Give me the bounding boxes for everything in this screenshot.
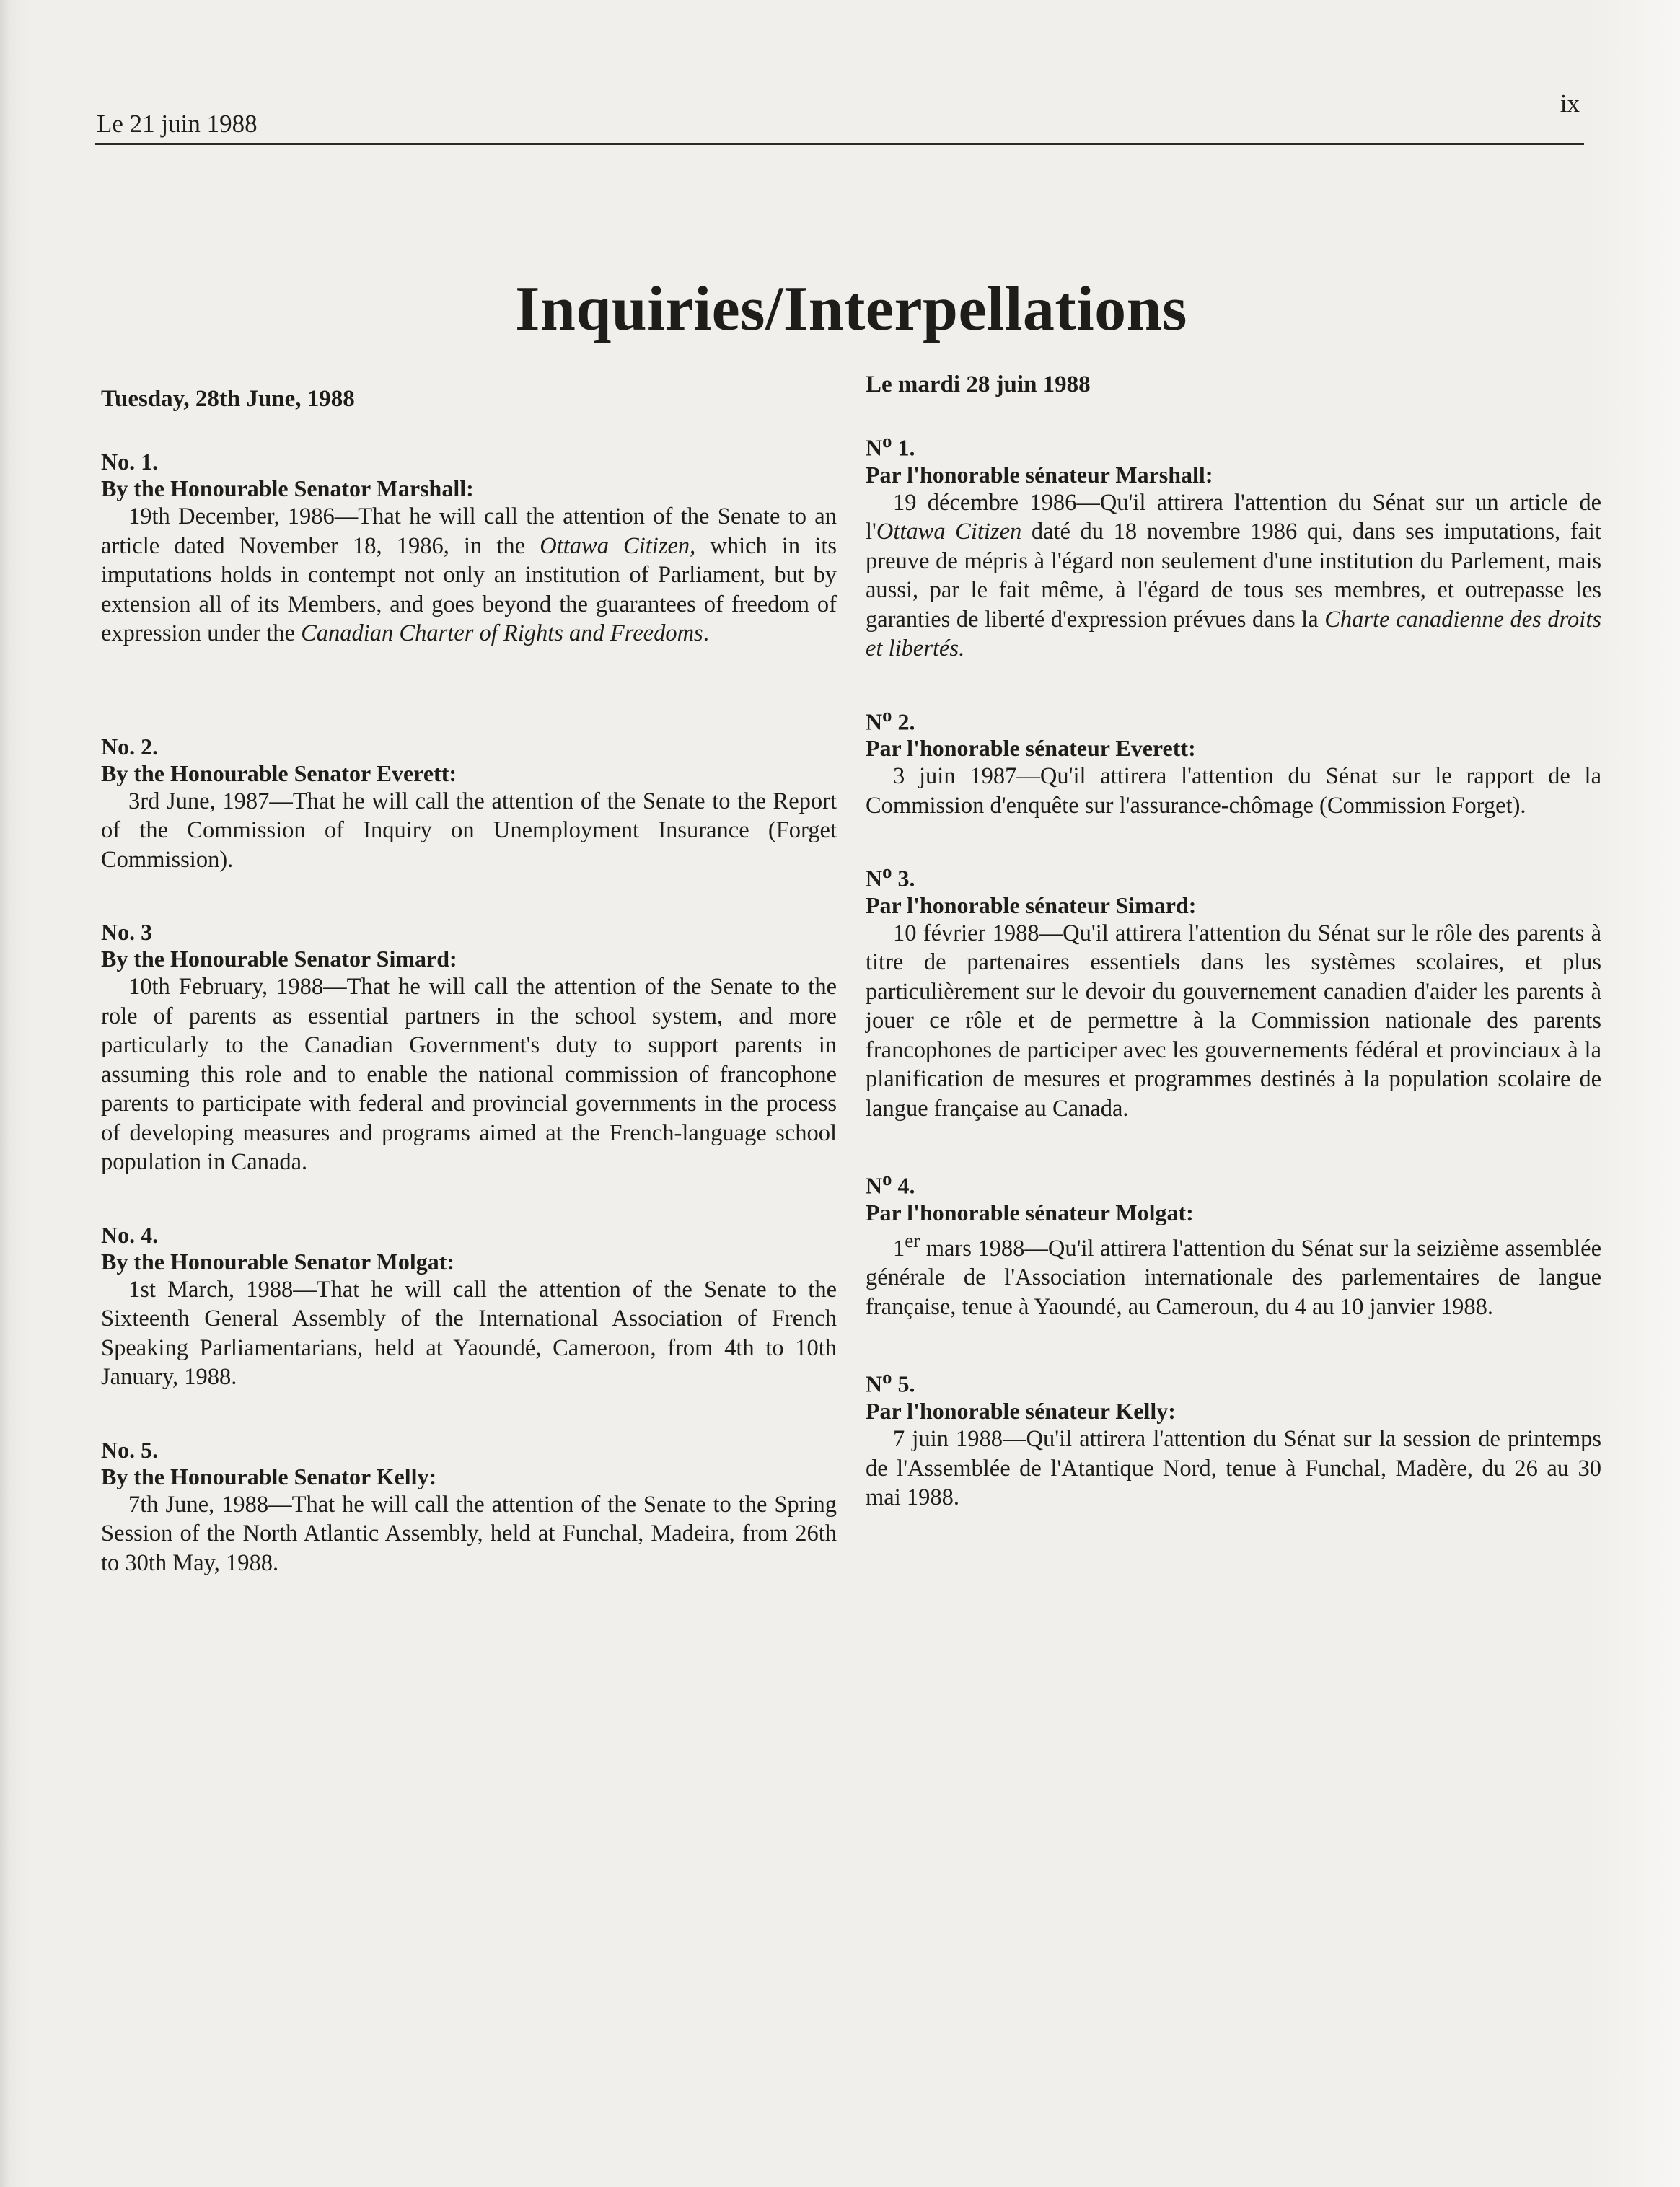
- inquiry-item: [866, 430, 1601, 664]
- running-header: [95, 89, 1584, 145]
- inquiry-sponsor: By the Honourable Senator Kelly:: [101, 1463, 437, 1489]
- english-column: [101, 386, 837, 1577]
- inquiry-item: [101, 1437, 837, 1578]
- inquiry-number: No. 1.: [101, 449, 159, 475]
- french-column: [866, 371, 1601, 1513]
- inquiry-item: [101, 919, 837, 1177]
- inquiry-item: [866, 1366, 1601, 1512]
- inquiry-sponsor: By the Honourable Senator Simard:: [101, 946, 457, 972]
- inquiry-number: No. 2.: [101, 733, 159, 760]
- inquiry-sponsor: By the Honourable Senator Everett:: [101, 760, 457, 786]
- inquiry-number: $N^o$ 2.: [866, 703, 915, 735]
- inquiry-text: 19th December, 1986—That he will call the attention of the Senate to an article dated November 18, 1986, in the Ottawa Citizen, which in its imputations holds in contempt not only an institution of Parliament, but by extension all of its Members, and goes beyond the guarantees of freedom of expression under the Canadian Charter of Rights and Freedoms.: [101, 503, 837, 646]
- inquiry-sponsor: Par l'honorable sénateur Molgat:: [866, 1200, 1194, 1226]
- sitting-date: Le mardi 28 juin 1988: [866, 371, 1091, 397]
- inquiry-sponsor: Par l'honorable sénateur Marshall:: [866, 461, 1213, 488]
- inquiry-text: 1er mars 1988—Qu'il attirera l'attention du Sénat sur la seizième assemblée générale de l'Association internationale des parlementaires de langue française, tenue à Yaoundé, au Cameroun, du 4 au 10 janvier 1988.: [866, 1230, 1601, 1320]
- page-title: Inquiries/Interpellations: [515, 274, 1187, 344]
- inquiry-sponsor: By the Honourable Senator Molgat:: [101, 1248, 455, 1275]
- inquiry-item: [101, 1222, 837, 1392]
- inquiry-text: 3 juin 1987—Qu'il attirera l'attention du Sénat sur le rapport de la Commission d'enquête sur l'assurance-chômage (Commission Forget).: [866, 763, 1601, 819]
- inquiry-text: 1st March, 1988—That he will call the attention of the Senate to the Sixteenth General Assembly of the International Association of French Speaking Parliamentarians, held at Yaoundé, Cameroon, from 4th to 10th January, 1988.: [101, 1276, 837, 1390]
- inquiry-number: $N^o$ 4.: [866, 1168, 915, 1200]
- inquiry-text: 19 décembre 1986—Qu'il attirera l'attention du Sénat sur un article de l'Ottawa Citizen daté du 18 novembre 1986 qui, dans ses imputations, fait preuve de mépris à l'égard non seulement d'une institution du Parlement, mais aussi, par le fait même, à l'égard de tous ses membres, et outrepasse les garanties de liberté d'expression prévues dans la Charte canadienne des droits et libertés.: [866, 489, 1601, 662]
- inquiry-text: 7th June, 1988—That he will call the attention of the Senate to the Spring Session of the North Atlantic Assembly, held at Funchal, Madeira, from 26th to 30th May, 1988.: [101, 1491, 837, 1576]
- inquiry-text: 10th February, 1988—That he will call the attention of the Senate to the role of parents as essential partners in the school system, and more particularly to the Canadian Government's duty to support parents in assuming this role and to enable the national commission of francophone parents to participate with federal and provincial governments in the process of developing measures and programs aimed at the French-language school population in Canada.: [101, 974, 837, 1175]
- inquiry-number: $N^o$ 1.: [866, 430, 915, 461]
- inquiry-number: No. 3: [101, 919, 153, 945]
- sitting-date: Tuesday, 28th June, 1988: [101, 386, 355, 412]
- inquiry-item: [866, 1168, 1601, 1321]
- header-date: Le 21 juin 1988: [97, 110, 258, 138]
- inquiry-number: No. 4.: [101, 1221, 159, 1248]
- inquiry-number: No. 5.: [101, 1436, 159, 1463]
- inquiry-text: 10 février 1988—Qu'il attirera l'attention du Sénat sur le rôle des parents à titre de partenaires essentiels dans les systèmes scolaires, et plus particulièrement sur le devoir du gouvernement canadien d'aider les parents à jouer ce rôle et de permettre à la Commission nationale des parents francophones de participer avec les gouvernements fédéral et provinciaux à la planification de mesures et programmes destinés à la population scolaire de langue française au Canada.: [866, 920, 1601, 1122]
- inquiry-sponsor: Par l'honorable sénateur Simard:: [866, 892, 1197, 918]
- inquiry-number: $N^o$ 5.: [866, 1366, 915, 1398]
- page-number: ix: [1560, 89, 1580, 118]
- inquiry-item: [101, 734, 837, 875]
- inquiry-text: 7 juin 1988—Qu'il attirera l'attention du Sénat sur la session de printemps de l'Assemblée de l'Atantique Nord, tenue à Funchal, Madère, du 26 au 30 mai 1988.: [866, 1426, 1601, 1511]
- inquiry-item: [866, 704, 1601, 821]
- inquiry-item: [866, 861, 1601, 1123]
- inquiry-number: $N^o$ 3.: [866, 861, 915, 892]
- inquiry-text: 3rd June, 1987—That he will call the attention of the Senate to the Report of the Commission of Inquiry on Unemployment Insurance (Forget Commission).: [101, 788, 837, 873]
- inquiry-sponsor: Par l'honorable sénateur Kelly:: [866, 1398, 1176, 1425]
- inquiry-item: [101, 449, 837, 648]
- inquiry-sponsor: Par l'honorable sénateur Everett:: [866, 735, 1196, 762]
- inquiry-sponsor: By the Honourable Senator Marshall:: [101, 475, 474, 501]
